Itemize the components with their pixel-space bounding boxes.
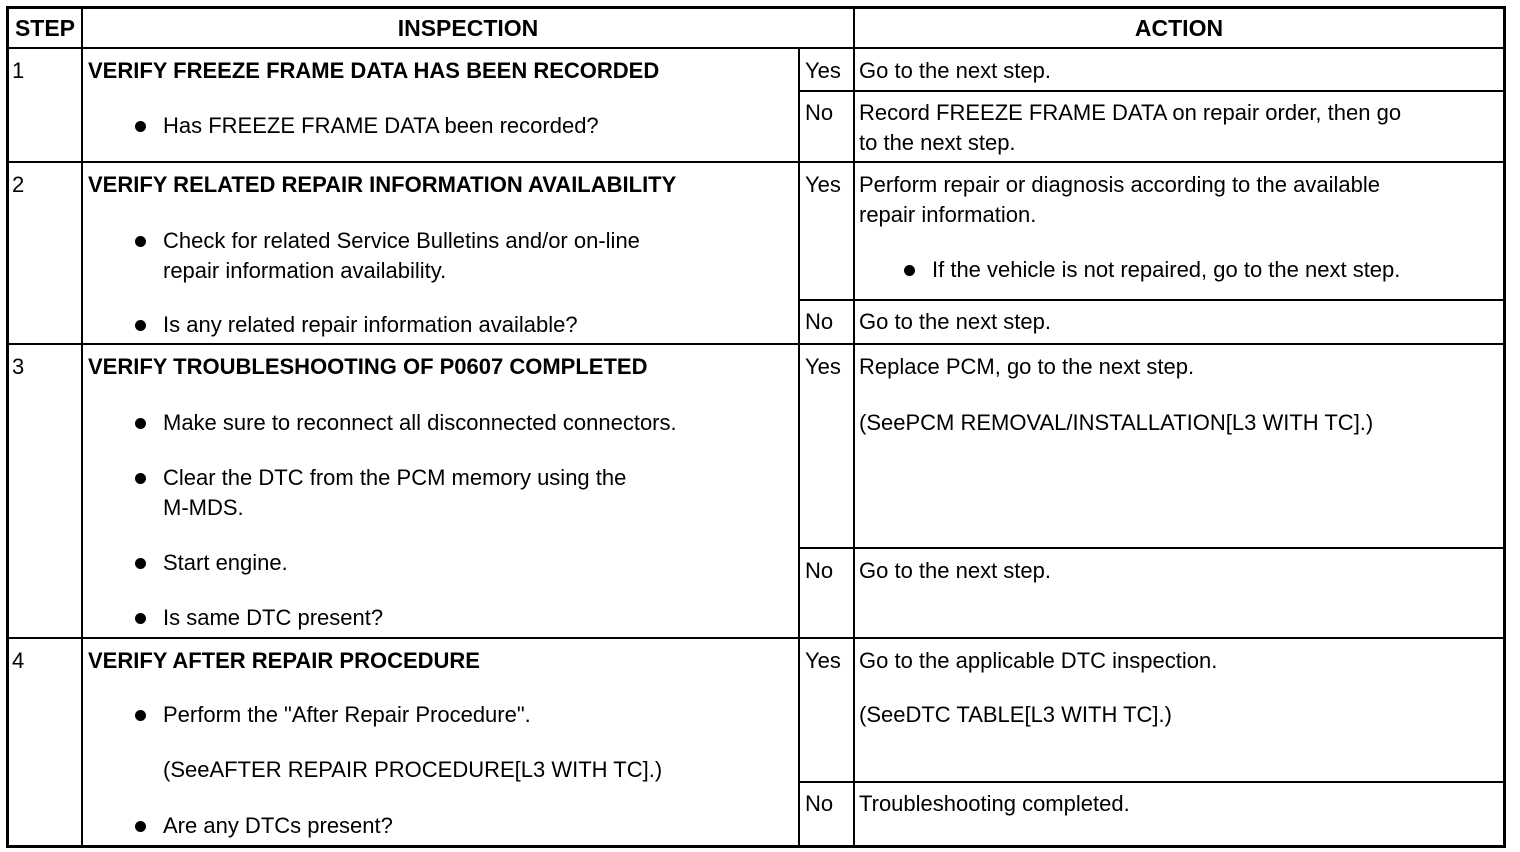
inspection-item: Are any DTCs present? bbox=[163, 813, 393, 838]
yes-label: Yes bbox=[805, 172, 841, 197]
bullet-icon bbox=[904, 265, 915, 276]
row-divider bbox=[798, 547, 1506, 549]
no-action: Go to the next step. bbox=[859, 558, 1052, 583]
yes-action: Replace PCM, go to the next step. bbox=[859, 354, 1195, 379]
no-label: No bbox=[805, 309, 834, 334]
diagnostic-table bbox=[6, 6, 1506, 848]
row-divider bbox=[6, 343, 1506, 345]
yes-label: Yes bbox=[805, 648, 841, 673]
no-action: to the next step. bbox=[859, 130, 1016, 155]
yes-label: Yes bbox=[805, 354, 841, 379]
step-title: VERIFY AFTER REPAIR PROCEDURE bbox=[88, 648, 480, 673]
col-divider bbox=[853, 6, 855, 848]
step-title: VERIFY FREEZE FRAME DATA HAS BEEN RECORDED bbox=[88, 58, 660, 83]
header-action: ACTION bbox=[1134, 15, 1224, 41]
yes-action-bullet: If the vehicle is not repaired, go to the next step. bbox=[932, 257, 1401, 282]
inspection-item: Perform the "After Repair Procedure". bbox=[163, 702, 531, 727]
no-label: No bbox=[805, 100, 834, 125]
no-action: Go to the next step. bbox=[859, 309, 1052, 334]
bullet-icon bbox=[135, 613, 146, 624]
step-number: 4 bbox=[12, 648, 25, 673]
yes-action: Perform repair or diagnosis according to the available bbox=[859, 172, 1380, 197]
inspection-item: Is same DTC present? bbox=[163, 605, 384, 630]
row-divider bbox=[798, 299, 1506, 301]
row-divider bbox=[798, 781, 1506, 783]
inspection-item: Clear the DTC from the PCM memory using the bbox=[163, 465, 627, 490]
inspection-item: Is any related repair information available? bbox=[163, 312, 578, 337]
bullet-icon bbox=[135, 821, 146, 832]
step-number: 1 bbox=[12, 58, 25, 83]
row-divider bbox=[6, 47, 1506, 49]
inspection-item: Make sure to reconnect all disconnected connectors. bbox=[163, 410, 677, 435]
no-action: Record FREEZE FRAME DATA on repair order, then go bbox=[859, 100, 1402, 125]
row-divider bbox=[6, 161, 1506, 163]
yes-label: Yes bbox=[805, 58, 841, 83]
row-divider bbox=[798, 90, 1506, 92]
bullet-icon bbox=[135, 320, 146, 331]
bullet-icon bbox=[135, 558, 146, 569]
bullet-icon bbox=[135, 418, 146, 429]
inspection-item: M-MDS. bbox=[163, 495, 244, 520]
col-divider bbox=[81, 6, 83, 848]
inspection-item: Check for related Service Bulletins and/or on-line bbox=[163, 228, 640, 253]
bullet-icon bbox=[135, 121, 146, 132]
yes-action: Go to the next step. bbox=[859, 58, 1052, 83]
header-inspection: INSPECTION bbox=[397, 15, 539, 41]
no-label: No bbox=[805, 791, 834, 816]
yes-action: repair information. bbox=[859, 202, 1037, 227]
header-step: STEP bbox=[14, 15, 76, 41]
no-action: Troubleshooting completed. bbox=[859, 791, 1130, 816]
step-title: VERIFY TROUBLESHOOTING OF P0607 COMPLETED bbox=[88, 354, 648, 379]
yes-action-link[interactable]: (SeeDTC TABLE[L3 WITH TC].) bbox=[859, 702, 1172, 727]
yes-action: Go to the applicable DTC inspection. bbox=[859, 648, 1218, 673]
inspection-item: Start engine. bbox=[163, 550, 288, 575]
no-label: No bbox=[805, 558, 834, 583]
step-number: 3 bbox=[12, 354, 25, 379]
inspection-link[interactable]: (SeeAFTER REPAIR PROCEDURE[L3 WITH TC].) bbox=[163, 757, 663, 782]
bullet-icon bbox=[135, 236, 146, 247]
col-divider bbox=[798, 48, 800, 848]
step-title: VERIFY RELATED REPAIR INFORMATION AVAILABILITY bbox=[88, 172, 677, 197]
bullet-icon bbox=[135, 473, 146, 484]
bullet-icon bbox=[135, 710, 146, 721]
yes-action-link[interactable]: (SeePCM REMOVAL/INSTALLATION[L3 WITH TC].) bbox=[859, 410, 1374, 435]
step-number: 2 bbox=[12, 172, 25, 197]
inspection-item: repair information availability. bbox=[163, 258, 447, 283]
inspection-item: Has FREEZE FRAME DATA been recorded? bbox=[163, 113, 599, 138]
row-divider bbox=[6, 637, 1506, 639]
